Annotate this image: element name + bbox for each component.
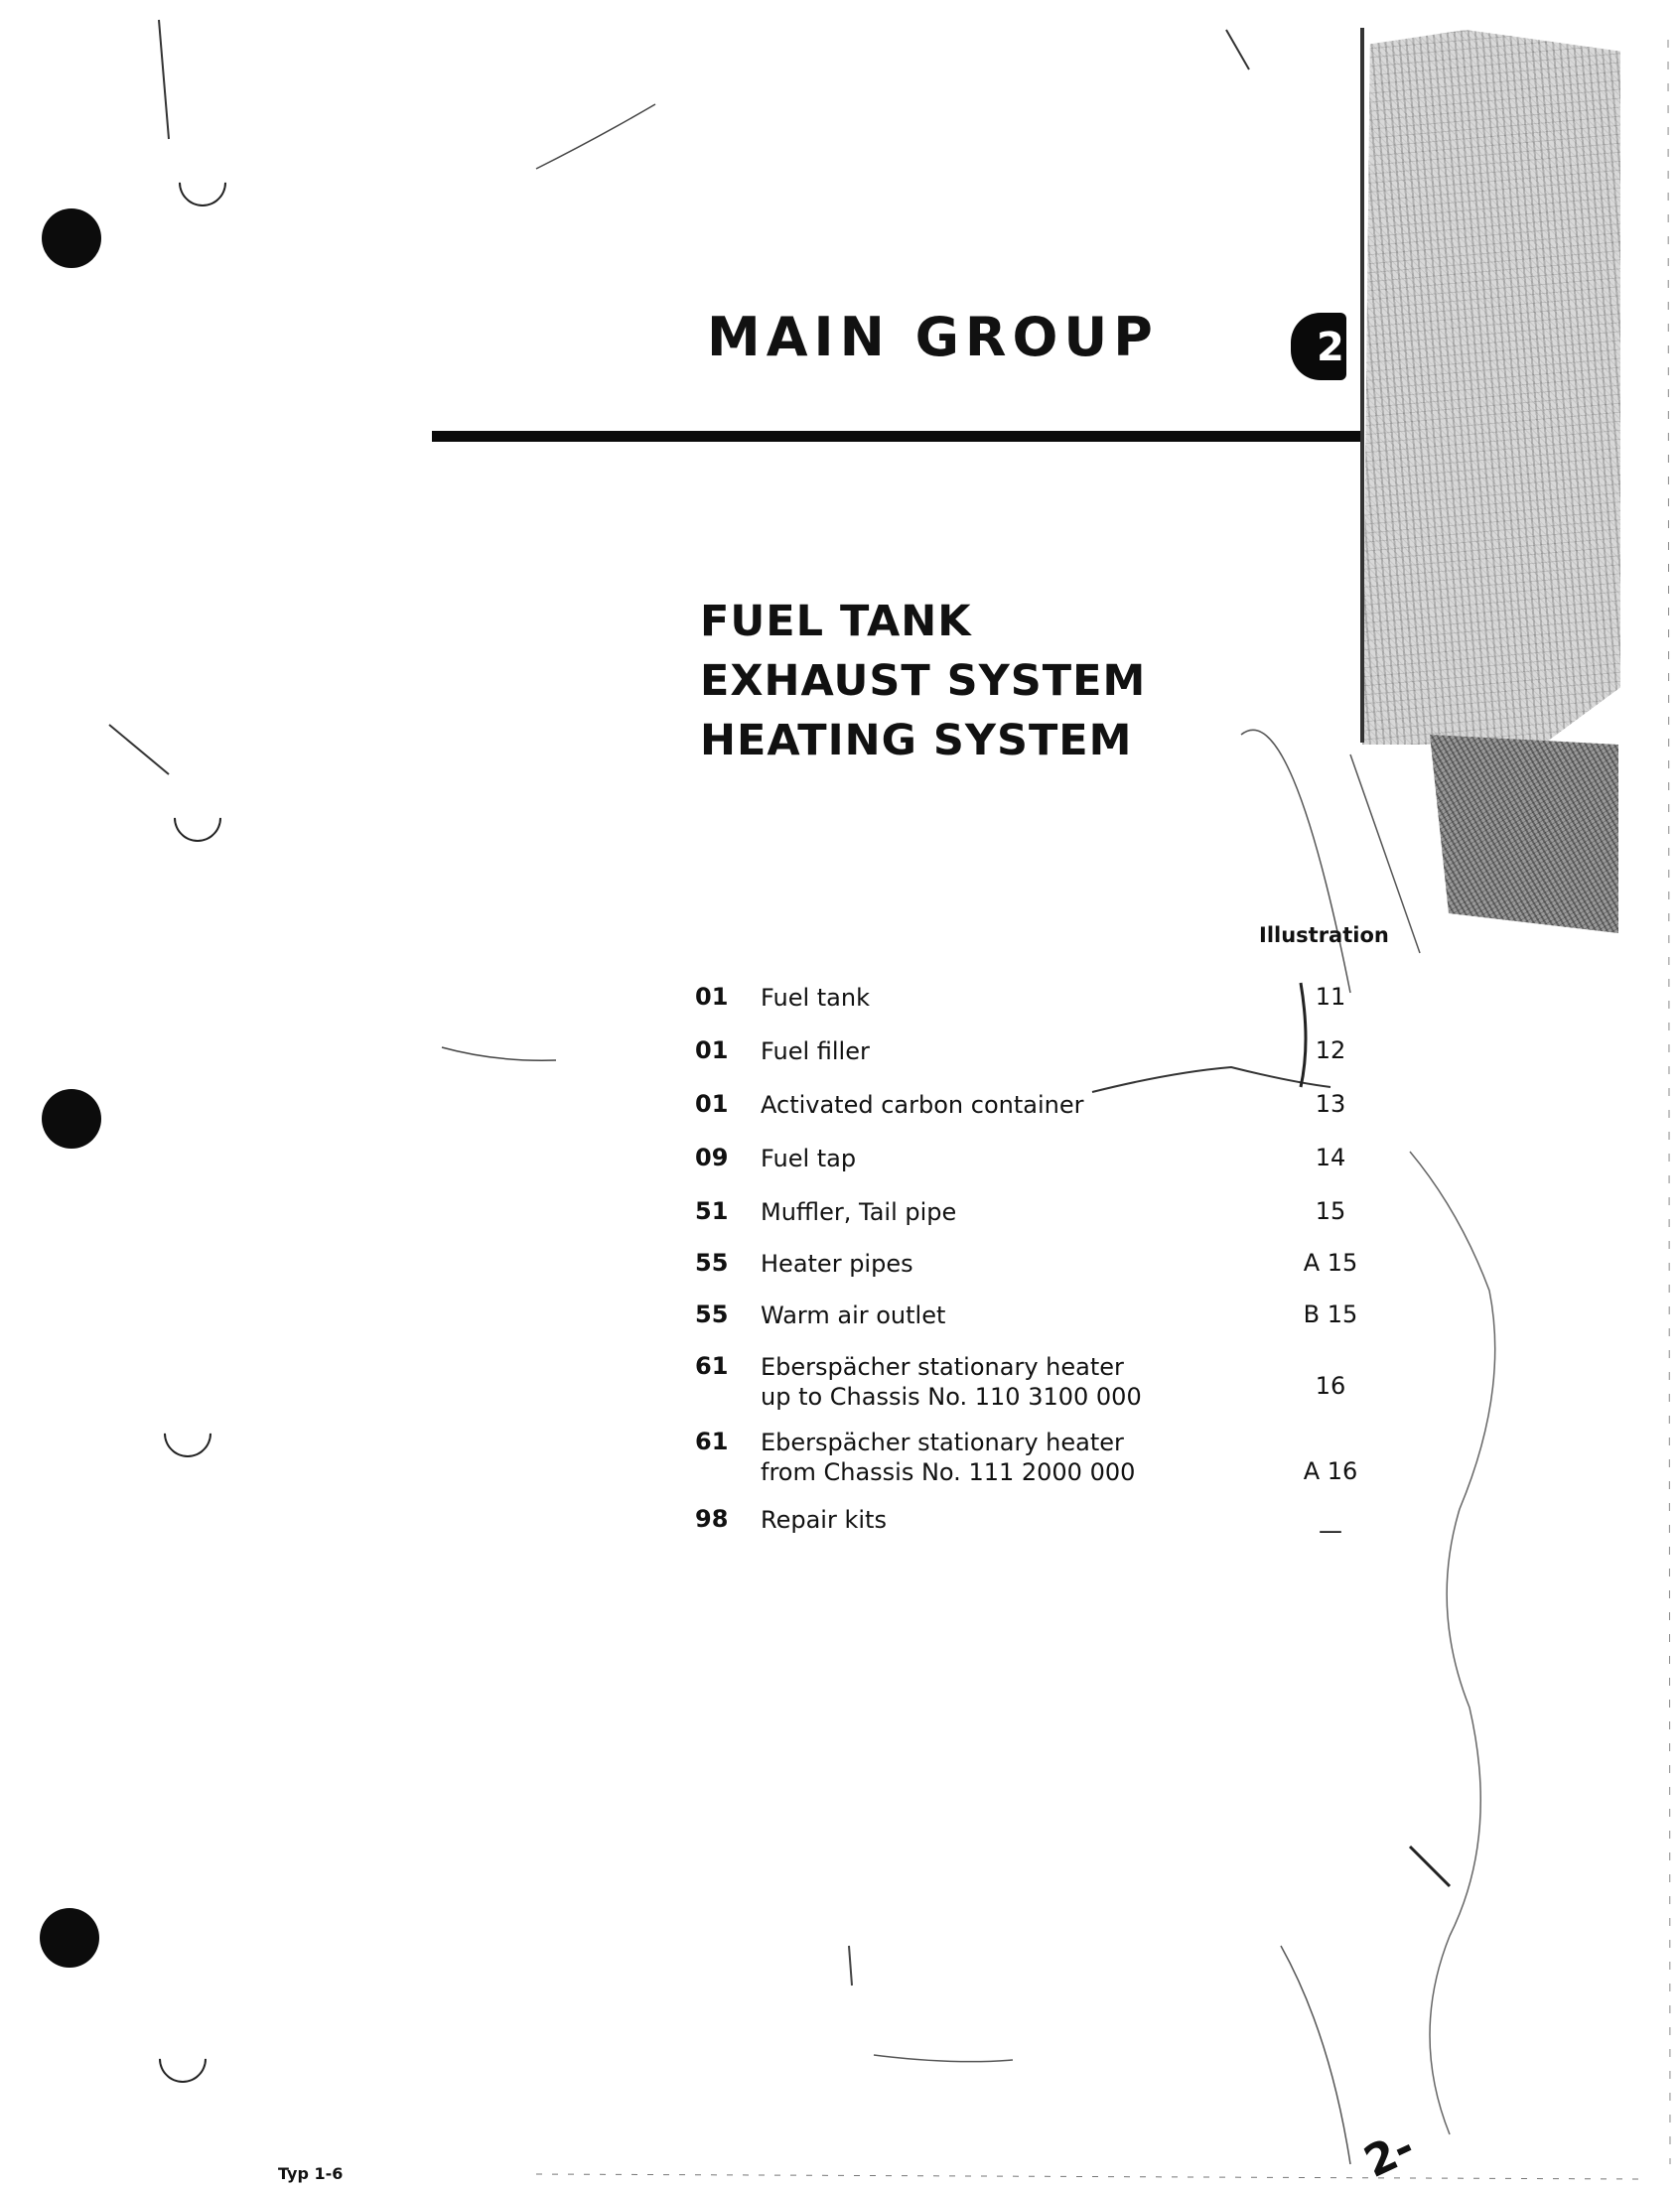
section-title-heating-system: HEATING SYSTEM bbox=[700, 716, 1133, 765]
index-description: Heater pipes bbox=[761, 1250, 913, 1278]
group-number: 61 bbox=[695, 1352, 729, 1380]
illustration-number: A 16 bbox=[1303, 1457, 1358, 1485]
type-label: Typ 1-6 bbox=[278, 2164, 344, 2183]
illustration-number: 12 bbox=[1315, 1036, 1346, 1064]
illustration-number: 13 bbox=[1315, 1090, 1346, 1118]
group-number: 01 bbox=[695, 983, 729, 1011]
index-description bbox=[761, 1428, 1135, 1487]
index-description: Activated carbon container bbox=[761, 1091, 1084, 1119]
group-number: 61 bbox=[695, 1428, 729, 1455]
illustration-number: 16 bbox=[1315, 1372, 1346, 1400]
group-number-badge bbox=[1291, 313, 1346, 380]
section-titles bbox=[700, 592, 1146, 770]
illustration-number: 15 bbox=[1315, 1197, 1346, 1225]
index-description bbox=[761, 1352, 1142, 1412]
group-number: 01 bbox=[695, 1090, 729, 1118]
illustration-number: 14 bbox=[1315, 1144, 1346, 1171]
index-description-line: Eberspächer stationary heater bbox=[761, 1429, 1124, 1456]
index-description: Fuel tap bbox=[761, 1145, 857, 1172]
index-description: Fuel filler bbox=[761, 1037, 870, 1065]
index-description: Fuel tank bbox=[761, 984, 870, 1012]
illustration-number: A 15 bbox=[1303, 1249, 1358, 1277]
index-description: Warm air outlet bbox=[761, 1301, 946, 1329]
index-description: Muffler, Tail pipe bbox=[761, 1198, 957, 1226]
heater-illustration-shading bbox=[1430, 735, 1618, 933]
index-description: Repair kits bbox=[761, 1506, 887, 1534]
group-number: 2 bbox=[1317, 325, 1344, 370]
illustration-column-heading: Illustration bbox=[1259, 923, 1389, 947]
index-description-line: up to Chassis No. 110 3100 000 bbox=[761, 1383, 1142, 1411]
illustration-outline bbox=[1360, 28, 1364, 743]
illustration-number: — bbox=[1319, 1517, 1342, 1545]
group-number: 55 bbox=[695, 1249, 729, 1277]
heater-illustration bbox=[1362, 30, 1620, 745]
group-number: 09 bbox=[695, 1144, 729, 1171]
illustration-number: B 15 bbox=[1303, 1301, 1358, 1328]
section-title-fuel-tank: FUEL TANK bbox=[700, 597, 972, 646]
group-number: 51 bbox=[695, 1197, 729, 1225]
title-rule bbox=[432, 431, 1360, 442]
illustration-number: 11 bbox=[1315, 983, 1346, 1011]
section-title-exhaust-system: EXHAUST SYSTEM bbox=[700, 656, 1147, 706]
index-description-line: from Chassis No. 111 2000 000 bbox=[761, 1458, 1136, 1486]
group-number: 55 bbox=[695, 1301, 729, 1328]
page-mark: 2- bbox=[1356, 2122, 1423, 2188]
main-group-title: MAIN GROUP bbox=[707, 306, 1159, 368]
index-description-line: Eberspächer stationary heater bbox=[761, 1353, 1124, 1381]
group-number: 98 bbox=[695, 1505, 729, 1533]
group-number: 01 bbox=[695, 1036, 729, 1064]
